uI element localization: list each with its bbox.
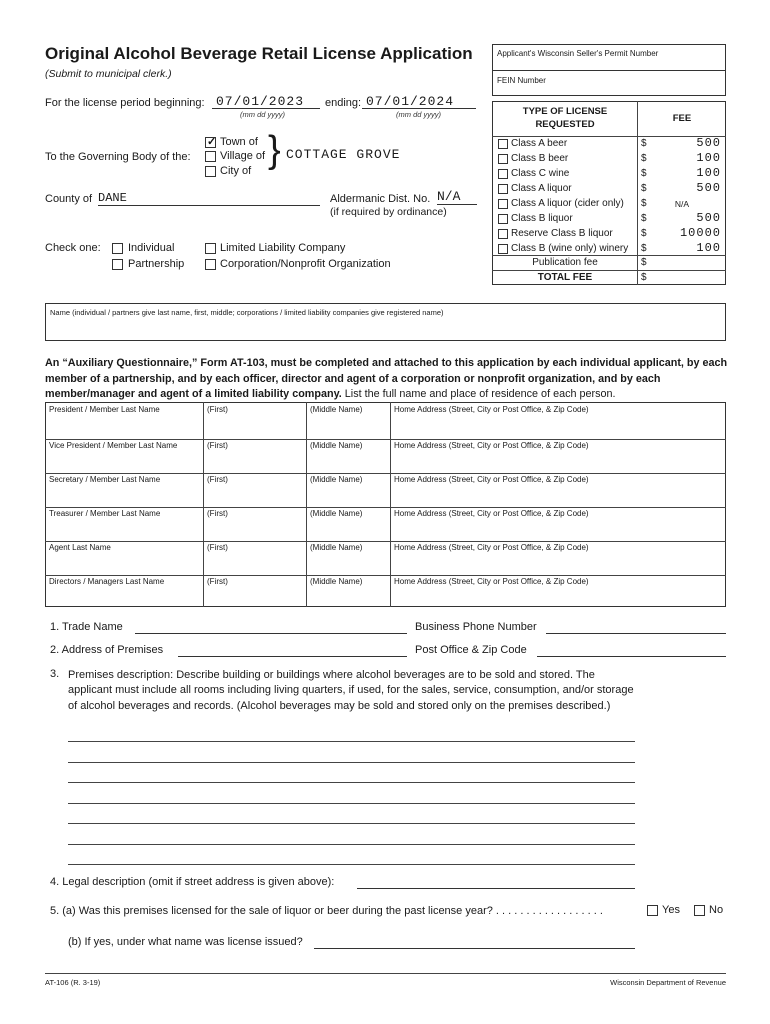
fee-row-label: Class A liquor xyxy=(511,183,572,194)
officer-first-label: (First) xyxy=(207,475,228,484)
post-office-zip-input[interactable] xyxy=(537,643,726,657)
fee-row xyxy=(495,167,725,182)
publication-fee-label: Publication fee xyxy=(532,257,598,268)
corporation-checkbox[interactable] xyxy=(205,259,216,270)
officer-address-label: Home Address (Street, City or Post Office, & Zip Code) xyxy=(394,441,589,450)
fee-row xyxy=(495,212,725,227)
fee-row-dollar: $ xyxy=(641,153,647,164)
class-a-liquor-checkbox[interactable] xyxy=(498,184,508,194)
fee-row-dollar: $ xyxy=(641,183,647,194)
partnership-label: Partnership xyxy=(128,258,185,270)
seller-permit-input[interactable] xyxy=(494,58,722,70)
description-line[interactable] xyxy=(68,844,635,845)
governing-label: To the Governing Body of the: xyxy=(45,151,191,163)
fee-row-value[interactable]: 500 xyxy=(696,181,721,195)
city-checkbox[interactable] xyxy=(205,166,216,177)
town-checkbox[interactable] xyxy=(205,137,216,148)
total-fee-label: TOTAL FEE xyxy=(537,272,593,283)
fee-row xyxy=(495,227,725,242)
check-one-label: Check one: xyxy=(45,242,101,254)
fee-row-dollar: $ xyxy=(641,198,647,209)
partnership-checkbox[interactable] xyxy=(112,259,123,270)
publication-fee-input[interactable] xyxy=(650,257,724,269)
form-subtitle: (Submit to municipal clerk.) xyxy=(45,68,172,80)
individual-label: Individual xyxy=(128,242,175,254)
class-a-beer-checkbox[interactable] xyxy=(498,139,508,149)
officer-address-label: Home Address (Street, City or Post Office, & Zip Code) xyxy=(394,577,589,586)
q5-yes-checkbox[interactable] xyxy=(647,905,658,916)
officer-middle-label: (Middle Name) xyxy=(310,577,363,586)
llc-label: Limited Liability Company xyxy=(220,242,346,254)
fee-row-dollar: $ xyxy=(641,168,647,179)
description-line[interactable] xyxy=(68,803,635,804)
auxiliary-paragraph xyxy=(45,356,731,403)
officer-middle-label: (Middle Name) xyxy=(310,475,363,484)
officer-address-label: Home Address (Street, City or Post Office, & Zip Code) xyxy=(394,509,589,518)
class-b-beer-checkbox[interactable] xyxy=(498,154,508,164)
brace-icon: } xyxy=(268,129,281,171)
q5b-label: (b) If yes, under what name was license issued? xyxy=(68,936,303,948)
total-fee-dollar: $ xyxy=(641,272,647,283)
publication-fee-dollar: $ xyxy=(641,257,647,268)
q5-no-label: No xyxy=(709,904,724,916)
officer-role-label: Directors / Managers Last Name xyxy=(49,577,165,586)
fee-row-label: Reserve Class B liquor xyxy=(511,228,613,239)
officer-role-label: Secretary / Member Last Name xyxy=(49,475,161,484)
fein-label: FEIN Number xyxy=(497,76,546,85)
class-c-wine-checkbox[interactable] xyxy=(498,169,508,179)
previous-license-name-input[interactable] xyxy=(314,935,635,949)
class-b-liquor-checkbox[interactable] xyxy=(498,214,508,224)
fee-row-value[interactable]: 500 xyxy=(696,211,721,225)
officer-role-label: Treasurer / Member Last Name xyxy=(49,509,161,518)
q3-number: 3. xyxy=(50,668,60,680)
fee-row-label: Class B beer xyxy=(511,153,569,164)
officer-role-label: Vice President / Member Last Name xyxy=(49,441,178,450)
officer-address-label: Home Address (Street, City or Post Office, & Zip Code) xyxy=(394,543,589,552)
fee-row-dollar: $ xyxy=(641,228,647,239)
aldermanic-input[interactable]: N/A xyxy=(437,189,477,205)
reserve-class-b-checkbox[interactable] xyxy=(498,229,508,239)
fee-row-dollar: $ xyxy=(641,213,647,224)
fee-row xyxy=(495,182,725,197)
village-label: Village of xyxy=(220,150,266,162)
form-title: Original Alcohol Beverage Retail License Application xyxy=(45,44,473,63)
fee-row xyxy=(495,137,725,152)
form-id: AT-106 (R. 3-19) xyxy=(45,978,101,987)
description-line[interactable] xyxy=(68,864,635,865)
business-phone-input[interactable] xyxy=(546,620,726,634)
city-label: City of xyxy=(220,165,252,177)
period-begin-input[interactable]: 07/01/2023 xyxy=(212,94,320,109)
department-name: Wisconsin Department of Revenue xyxy=(610,978,726,987)
description-line[interactable] xyxy=(68,823,635,824)
fee-row-label: Class A liquor (cider only) xyxy=(511,198,624,209)
q2-post-label: Post Office & Zip Code xyxy=(415,644,527,656)
corporation-label: Corporation/Nonprofit Organization xyxy=(220,258,391,270)
county-input[interactable]: DANE xyxy=(98,191,320,206)
fee-row-label: Class B liquor xyxy=(511,213,573,224)
premises-address-input[interactable] xyxy=(178,643,407,657)
officer-first-label: (First) xyxy=(207,543,228,552)
fein-input[interactable] xyxy=(494,84,722,94)
officer-address-label: Home Address (Street, City or Post Office, & Zip Code) xyxy=(394,475,589,484)
individual-checkbox[interactable] xyxy=(112,243,123,254)
q2-address-label: 2. Address of Premises xyxy=(50,644,164,656)
seller-permit-label: Applicant's Wisconsin Seller's Permit Number xyxy=(497,49,659,58)
q1-trade-label: 1. Trade Name xyxy=(50,621,123,633)
fee-row-value[interactable]: 100 xyxy=(696,151,721,165)
period-end-input[interactable]: 07/01/2024 xyxy=(362,94,476,109)
officer-first-label: (First) xyxy=(207,405,228,414)
aldermanic-label: Aldermanic Dist. No. xyxy=(330,193,431,205)
aldermanic-note: (if required by ordinance) xyxy=(330,206,447,218)
officer-role-label: President / Member Last Name xyxy=(49,405,160,414)
fee-row-value[interactable]: N/A xyxy=(674,199,689,209)
name-box-label: Name (individual / partners give last name, first, middle; corporations / limited liability companies give registered name) xyxy=(50,308,444,317)
description-line[interactable] xyxy=(68,782,635,783)
fee-row-value[interactable]: 500 xyxy=(696,136,721,150)
fee-row xyxy=(495,152,725,167)
town-label: Town of xyxy=(220,136,258,148)
period-end-hint: (mm dd yyyy) xyxy=(396,110,441,119)
officer-middle-label: (Middle Name) xyxy=(310,509,363,518)
fee-row-label: Class C wine xyxy=(511,168,570,179)
q1-phone-label: Business Phone Number xyxy=(415,621,537,633)
fee-row-value[interactable]: 100 xyxy=(696,241,721,255)
officer-role-label: Agent Last Name xyxy=(49,543,111,552)
fee-row-dollar: $ xyxy=(641,138,647,149)
description-line[interactable] xyxy=(68,741,635,742)
q5-yes-label: Yes xyxy=(662,904,680,916)
municipality-value[interactable]: COTTAGE GROVE xyxy=(286,147,401,162)
fee-row-label: Class B (wine only) winery xyxy=(511,243,629,254)
applicant-name-field[interactable] xyxy=(45,303,726,341)
llc-checkbox[interactable] xyxy=(205,243,216,254)
class-a-cider-checkbox[interactable] xyxy=(498,199,508,209)
fee-row xyxy=(495,197,725,212)
auxiliary-bold-text: An “Auxiliary Questionnaire,” Form AT-103, must be completed and attached to this application by each individual applicant, by each member of a partnership, and by each officer, director and agent of a corporation or nonprofit organization, and by each member/manager and agent of a limited liability company. xyxy=(45,357,728,401)
fee-row-dollar: $ xyxy=(641,243,647,254)
description-line[interactable] xyxy=(68,762,635,763)
officer-middle-label: (Middle Name) xyxy=(310,405,363,414)
q5-no-checkbox[interactable] xyxy=(694,905,705,916)
class-b-winery-checkbox[interactable] xyxy=(498,244,508,254)
village-checkbox[interactable] xyxy=(205,151,216,162)
total-fee-input[interactable] xyxy=(650,272,724,284)
officer-first-label: (First) xyxy=(207,509,228,518)
period-end-label: ending: xyxy=(325,97,362,109)
county-label: County of xyxy=(45,193,93,205)
q5a-label: 5. (a) Was this premises licensed for the sale of liquor or beer during the past license year? . . . . . . . . . . . . . . . . . . xyxy=(50,905,603,917)
fee-row-value[interactable]: 100 xyxy=(696,166,721,180)
officer-first-label: (First) xyxy=(207,441,228,450)
officer-middle-label: (Middle Name) xyxy=(310,543,363,552)
fee-col-type: TYPE OF LICENSE REQUESTED xyxy=(522,106,608,130)
q4-label: 4. Legal description (omit if street address is given above): xyxy=(50,876,335,888)
officer-first-label: (First) xyxy=(207,577,228,586)
officer-middle-label: (Middle Name) xyxy=(310,441,363,450)
legal-description-input[interactable] xyxy=(357,875,635,889)
fee-col-fee: FEE xyxy=(672,113,692,124)
period-begin-label: For the license period beginning: xyxy=(45,97,205,109)
q3-text: Premises description: Describe building or buildings where alcohol beverages are to be sold and stored. The applicant must include all rooms including living quarters, if used, for the sales, service, consumption, and/or storage of alcohol beverages and records. (Alcohol beverages may be sold and stored only on the premises described.) xyxy=(68,669,634,712)
officer-address-label: Home Address (Street, City or Post Office, & Zip Code) xyxy=(394,405,589,414)
period-begin-hint: (mm dd yyyy) xyxy=(240,110,285,119)
fee-row-value[interactable]: 10000 xyxy=(679,226,721,240)
fee-row-label: Class A beer xyxy=(511,138,568,149)
auxiliary-normal-text: List the full name and place of residence of each person. xyxy=(344,388,616,401)
trade-name-input[interactable] xyxy=(135,620,407,634)
